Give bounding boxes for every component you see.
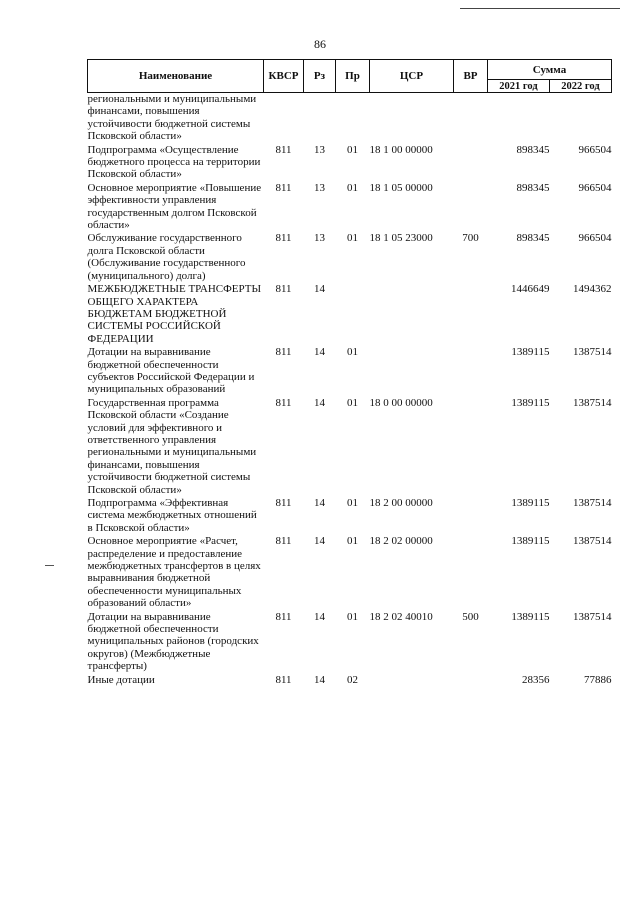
table-row (88, 346, 612, 397)
row-sum-2021-cell: 1389115 (511, 535, 550, 548)
row-name-cell: Иные дотации (87, 673, 155, 686)
page-number: 86 (314, 37, 326, 51)
header-kvsr: КВСР (264, 60, 304, 93)
header-rz: Рз (304, 60, 336, 93)
row-sum-2021-cell: 1446649 (511, 283, 550, 296)
row-rz-cell: 14 (314, 283, 325, 296)
header-sum: Сумма (488, 60, 612, 80)
row-rz-cell (304, 93, 336, 144)
row-kvsr-cell: 811 (275, 283, 292, 296)
row-vr-cell (454, 144, 488, 182)
row-sum-2021-cell: 28356 (522, 673, 550, 686)
header-pr: Пр (336, 60, 370, 93)
row-vr-cell: 500 (462, 610, 479, 623)
row-pr-cell: 01 (347, 232, 358, 245)
row-csr-cell: 18 2 02 00000 (369, 535, 433, 548)
row-vr-cell (454, 283, 488, 346)
row-csr-cell: 18 2 00 00000 (369, 497, 433, 509)
row-sum-2022-cell: 77886 (584, 673, 612, 686)
table-row (88, 397, 612, 497)
row-sum-2021-cell: 1389115 (511, 396, 550, 409)
row-csr-cell: 18 1 05 00000 (369, 181, 433, 194)
row-rz-cell: 14 (314, 346, 325, 359)
row-name-cell: региональными и муниципальными финансами, повышения устойчивости бюджетной системы Псковской области» (87, 93, 257, 143)
row-sum-2022-cell: 1387514 (573, 346, 612, 359)
row-vr-cell (454, 346, 488, 397)
row-rz-cell: 14 (314, 396, 325, 409)
row-csr-cell: 18 1 05 23000 (369, 232, 433, 245)
row-kvsr-cell: 811 (275, 673, 292, 686)
row-csr-cell: 18 1 00 00000 (369, 143, 433, 156)
row-pr-cell: 01 (347, 181, 358, 194)
row-pr-cell: 02 (347, 673, 358, 686)
row-csr-cell (370, 93, 454, 144)
table-row (88, 674, 612, 687)
header-vr: ВР (454, 60, 488, 93)
row-vr-cell: 700 (462, 232, 479, 245)
row-name-cell: Основное мероприятие «Расчет, распределение и предоставление межбюджетных трансфертов в целях выравнивания бюджетной обеспеченности муниципальных образований области» (87, 535, 261, 610)
row-pr-cell: 01 (347, 346, 358, 359)
row-rz-cell: 13 (314, 232, 325, 245)
row-kvsr-cell: 811 (275, 497, 292, 509)
row-sum-2022-cell: 1387514 (573, 396, 612, 409)
row-csr-cell: 18 0 00 00000 (369, 396, 433, 409)
row-sum-2021-cell: 898345 (516, 232, 550, 245)
row-rz-cell: 14 (314, 673, 325, 686)
row-name-cell: Дотации на выравнивание бюджетной обеспеченности муниципальных районов (городских округов) (Межбюджетные трансферты) (87, 610, 259, 673)
row-csr-cell: 18 2 02 40010 (369, 610, 433, 623)
header-name: Наименование (88, 60, 264, 93)
row-rz-cell: 14 (314, 535, 325, 548)
row-rz-cell: 13 (314, 181, 325, 194)
row-sum-2022-cell: 1387514 (573, 535, 612, 548)
table-row (88, 93, 612, 144)
row-pr-cell: 01 (347, 143, 358, 156)
row-sum-2021-cell: 1389115 (511, 610, 550, 623)
row-pr-cell: 01 (347, 610, 358, 623)
row-sum-2022-cell: 966504 (578, 181, 612, 194)
row-sum-2022-cell (550, 93, 612, 144)
table-row (88, 497, 612, 535)
row-sum-2022-cell: 966504 (578, 143, 612, 156)
header-year-2022: 2022 год (550, 80, 612, 93)
row-pr-cell: 01 (347, 535, 358, 548)
header-csr: ЦСР (370, 60, 454, 93)
table-row (88, 232, 612, 283)
row-vr-cell (454, 674, 488, 687)
row-kvsr-cell: 811 (275, 232, 292, 245)
row-vr-cell (454, 182, 488, 233)
row-sum-2022-cell: 1494362 (573, 283, 612, 296)
row-name-cell: МЕЖБЮДЖЕТНЫЕ ТРАНСФЕРТЫ ОБЩЕГО ХАРАКТЕРА БЮДЖЕТАМ БЮДЖЕТНОЙ СИСТЕМЫ РОССИЙСКОЙ ФЕДЕРАЦИИ (87, 283, 262, 345)
table-row (88, 144, 612, 182)
row-pr-cell (336, 93, 370, 144)
row-name-cell: Основное мероприятие «Повышение эффективности управления государственным долгом Псковской области» (87, 181, 262, 232)
row-pr-cell: 01 (347, 396, 358, 409)
table-header (88, 60, 612, 93)
table-row (88, 283, 612, 346)
row-kvsr-cell: 811 (275, 610, 292, 623)
row-kvsr-cell (264, 93, 304, 144)
row-vr-cell (454, 535, 488, 610)
row-name-cell: Подпрограмма «Осуществление бюджетного процесса на территории Псковской области» (87, 143, 261, 181)
row-name-cell: Дотации на выравнивание бюджетной обеспеченности субъектов Российской Федерации и муниципальных образований (87, 346, 255, 396)
table-row (88, 535, 612, 610)
table-body (88, 93, 612, 688)
row-kvsr-cell: 811 (275, 181, 292, 194)
row-sum-2021-cell: 1389115 (511, 497, 550, 509)
row-name-cell: Подпрограмма «Эффективная система межбюджетных отношений в Псковской области» (87, 497, 257, 534)
row-kvsr-cell: 811 (275, 396, 292, 409)
row-sum-2022-cell: 1387514 (573, 610, 612, 623)
row-kvsr-cell: 811 (275, 143, 292, 156)
row-sum-2021-cell: 898345 (516, 143, 550, 156)
row-name-cell: Государственная программа Псковской области «Создание условий для эффективного и ответственного управления региональными и муниципальными финансами, повышения устойчивости бюджетной системы Псковской области» (87, 396, 257, 496)
row-name-cell: Обслуживание государственного долга Псковской области (Обслуживание государственного (муниципального) долга) (87, 232, 246, 282)
budget-table (87, 59, 612, 687)
row-rz-cell: 14 (314, 610, 325, 623)
table-row (88, 182, 612, 233)
row-sum-2022-cell: 1387514 (573, 497, 612, 509)
row-kvsr-cell: 811 (275, 535, 292, 548)
row-sum-2021-cell: 898345 (516, 181, 550, 194)
margin-mark (45, 565, 54, 566)
table-row (88, 611, 612, 674)
row-vr-cell (454, 93, 488, 144)
row-kvsr-cell: 811 (275, 346, 292, 359)
row-csr-cell (370, 283, 454, 346)
top-rule (460, 8, 620, 9)
row-pr-cell (336, 283, 370, 346)
row-csr-cell (370, 346, 454, 397)
header-year-2021: 2021 год (488, 80, 550, 93)
row-sum-2021-cell (488, 93, 550, 144)
row-sum-2022-cell: 966504 (578, 232, 612, 245)
row-sum-2021-cell: 1389115 (511, 346, 550, 359)
row-vr-cell (454, 397, 488, 497)
row-rz-cell: 13 (314, 143, 325, 156)
row-rz-cell: 14 (314, 497, 325, 509)
row-csr-cell (370, 674, 454, 687)
row-vr-cell (454, 497, 488, 535)
row-pr-cell: 01 (347, 497, 358, 509)
